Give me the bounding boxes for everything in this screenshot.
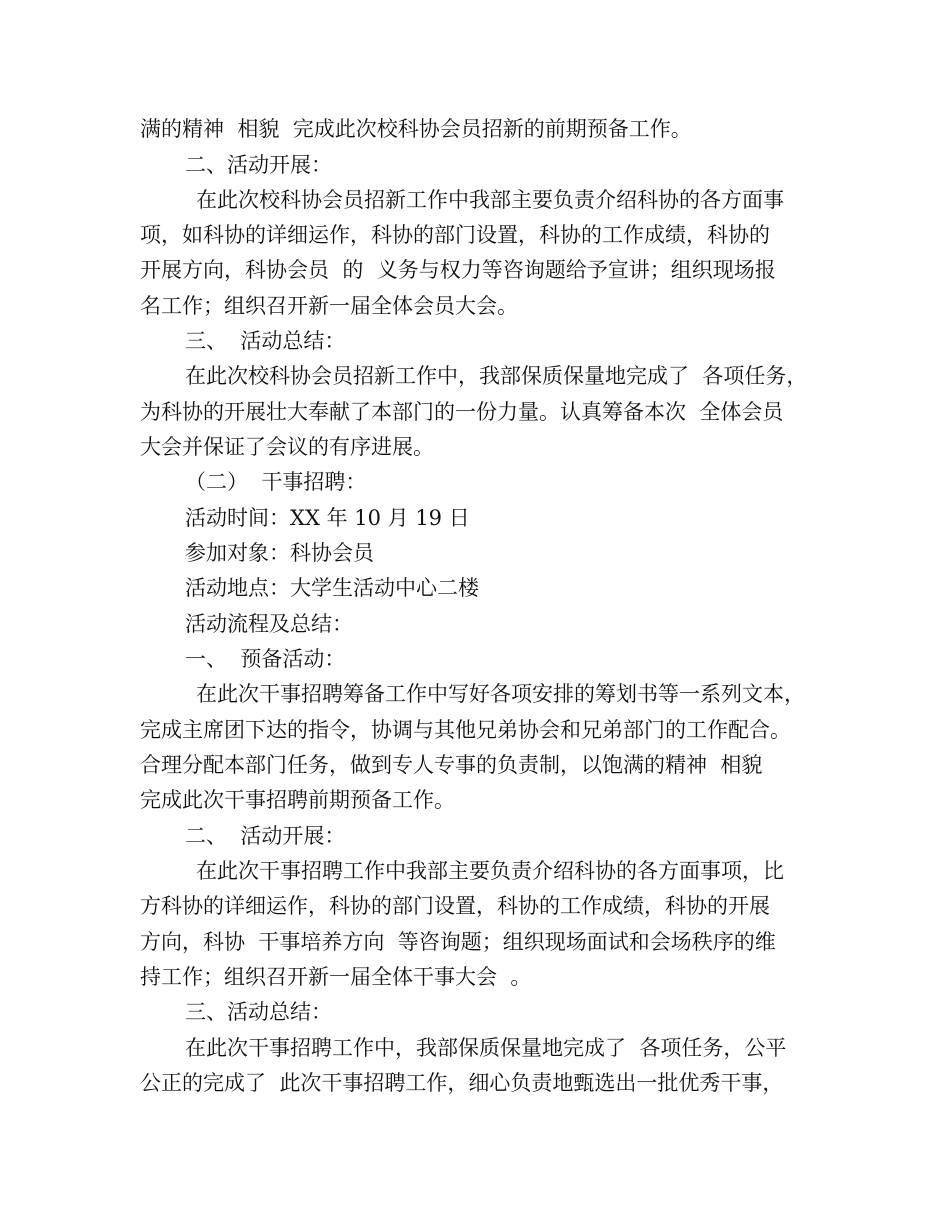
section-heading: 一、 预备活动：: [185, 647, 346, 671]
text-line: 在此次校科协会员招新工作中我部主要负责介绍科协的各方面事: [196, 188, 784, 212]
text-line: 合理分配本部门任务，做到专人专事的负责制，以饱满的精神 相貌: [140, 753, 763, 777]
text-line: 在此次干事招聘工作中，我部保质保量地完成了 各项任务，公平: [185, 1036, 787, 1060]
text-line: 大会并保证了会议的有序进展。: [140, 435, 434, 459]
text-line: 开展方向，科协会员 的 义务与权力等咨询题给予宣讲；组织现场报: [140, 258, 776, 282]
text-line: 项，如科协的详细运作，科协的部门设置，科协的工作成绩，科协的: [140, 223, 770, 247]
text-line: 满的精神 相貌 完成此次校科协会员招新的前期预备工作。: [140, 117, 692, 141]
text-line: 在此次干事招聘工作中我部主要负责介绍科协的各方面事项，比: [196, 859, 784, 883]
section-heading: （二） 干事招聘：: [185, 470, 367, 494]
text-line: 活动地点：大学生活动中心二楼: [185, 576, 479, 600]
section-heading: 三、活动总结：: [185, 1000, 332, 1024]
text-line: 名工作；组织召开新一届全体会员大会。: [140, 294, 518, 318]
text-line: 持工作；组织召开新一届全体干事大会 。: [140, 965, 532, 989]
section-heading: 二、 活动开展：: [185, 824, 346, 848]
text-line: 公正的完成了 此次干事招聘工作，细心负责地甄选出一批优秀干事，: [140, 1071, 784, 1095]
section-heading: 三、 活动总结：: [185, 329, 346, 353]
text-line: 完成主席团下达的指令，协调与其他兄弟协会和兄弟部门的工作配合。: [140, 718, 791, 742]
section-heading: 二、活动开展：: [185, 153, 332, 177]
text-line: 完成此次干事招聘前期预备工作。: [140, 788, 455, 812]
text-line: 方科协的详细运作，科协的部门设置，科协的工作成绩，科协的开展: [140, 894, 770, 918]
text-line: 为科协的开展壮大奉献了本部门的一份力量。认真筹备本次 全体会员: [140, 400, 784, 424]
text-line: 活动流程及总结：: [185, 612, 353, 636]
text-line: 参加对象：科协会员: [185, 541, 374, 565]
text-line: 活动时间：XX 年 10 月 19 日: [185, 506, 470, 530]
text-line: 在此次校科协会员招新工作中，我部保质保量地完成了 各项任务，: [185, 364, 808, 388]
text-line: 在此次干事招聘筹备工作中写好各项安排的筹划书等一系列文本，: [196, 682, 805, 706]
text-line: 方向，科协 干事培养方向 等咨询题；组织现场面试和会场秩序的维: [140, 930, 776, 954]
